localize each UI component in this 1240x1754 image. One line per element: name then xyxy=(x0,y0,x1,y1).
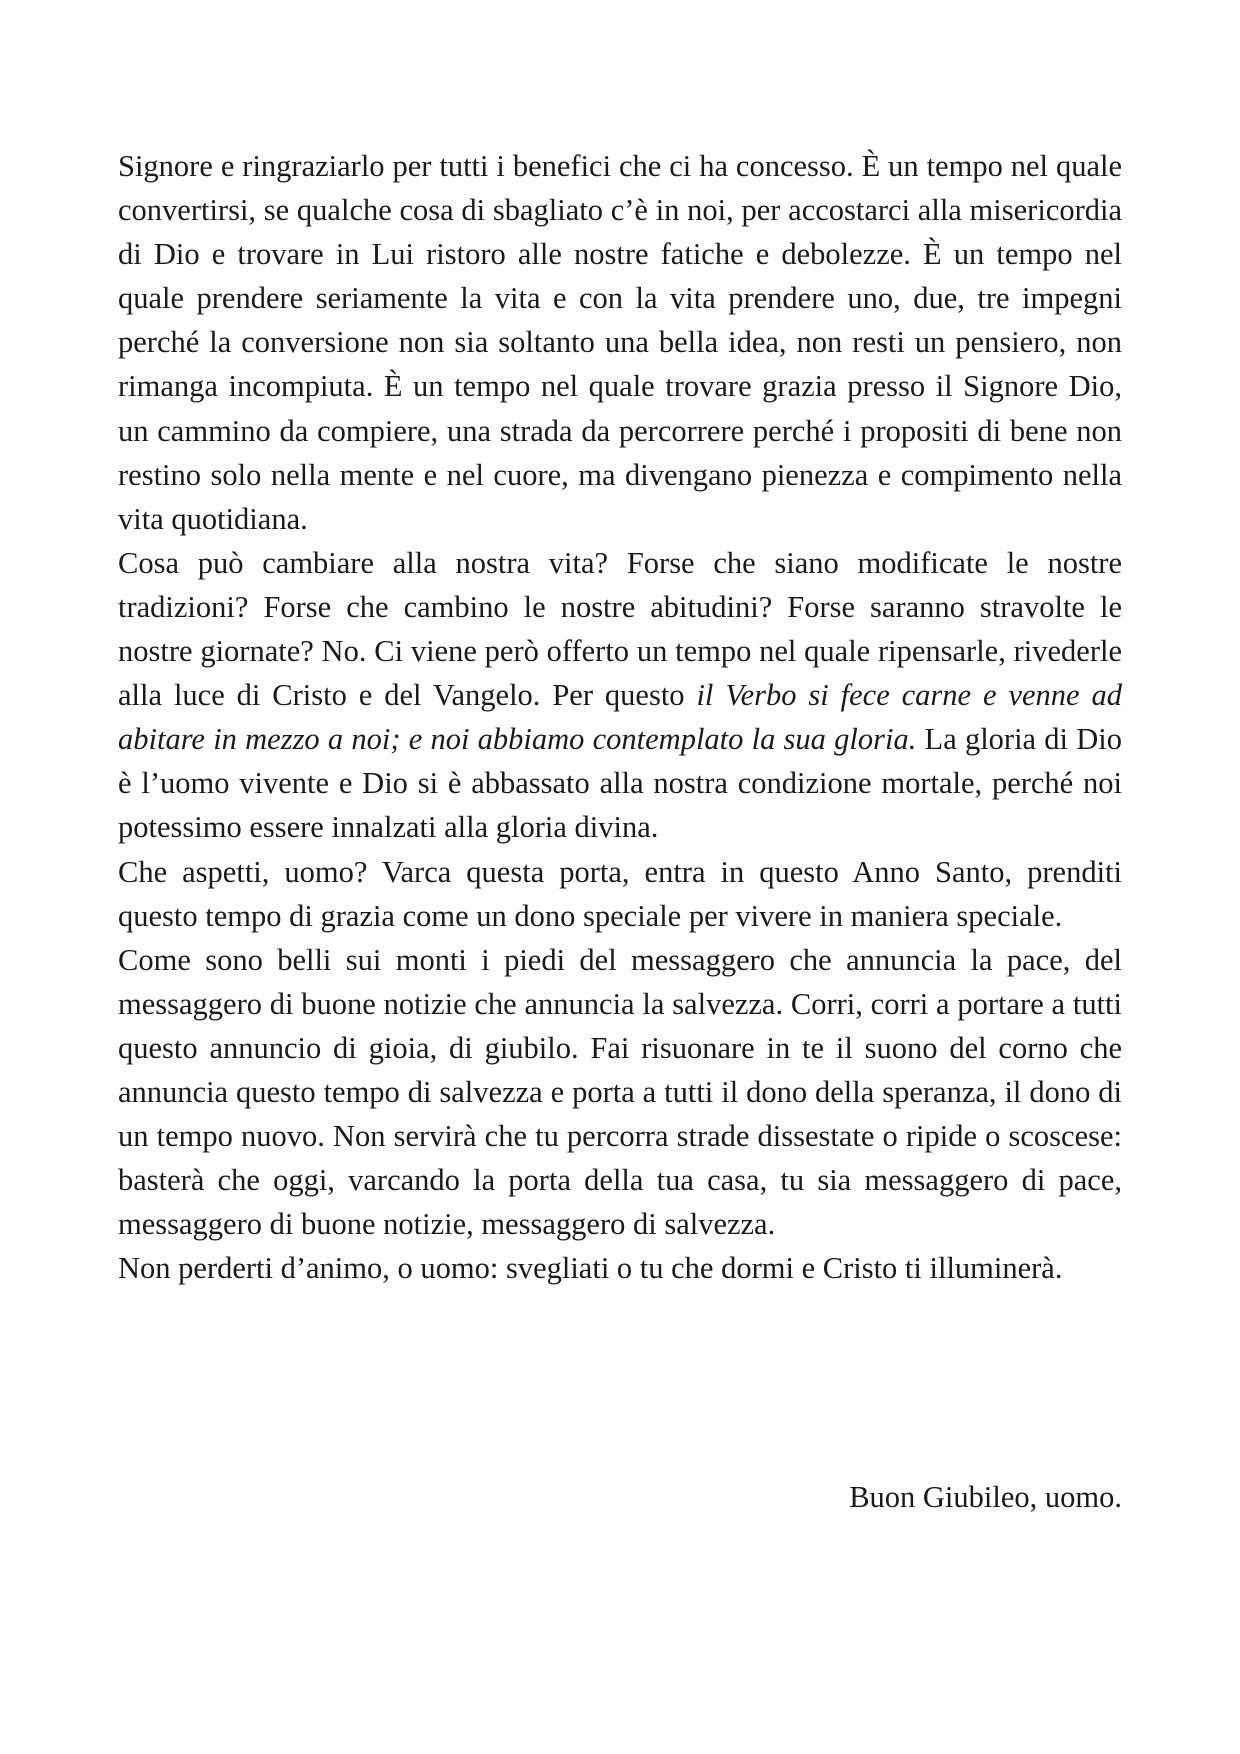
paragraph-4: Come sono belli sui monti i piedi del messaggero che annuncia la pace, del messaggero di buone notizie che annuncia la salvezza. Corri, corri a portare a tutti questo annuncio di gioia, di giubilo. Fai risuonare in te il suono del corno che annuncia questo tempo di salvezza e porta a tutti il dono della speranza, il dono di un tempo nuovo. Non servirà che tu percorra strade dissestate o ripide o scoscese: basterà che oggi, varcando la porta della tua casa, tu sia messaggero di pace, messaggero di buone notizie, messaggero di salvezza. xyxy=(118,942,1122,1242)
paragraph-5: Non perderti d’animo, o uomo: svegliati o tu che dormi e Cristo ti illuminerà. xyxy=(118,1251,1063,1286)
paragraph-2-italic-quote: il Verbo si fece carne e venne ad abitare in mezzo a noi; e noi abbiamo contemplato la sua gloria. xyxy=(118,678,1122,757)
paragraph-3: Che aspetti, uomo? Varca questa porta, entra in questo Anno Santo, prenditi questo tempo di grazia come un dono speciale per vivere in maniera speciale. xyxy=(118,854,1122,933)
body-text xyxy=(118,144,1122,1290)
paragraph-2-text-before: Cosa può cambiare alla nostra vita? Forse che siano modificate le nostre tradizioni? Forse che cambino le nostre abitudini? Forse saranno stravolte le nostre giornate? No. Ci viene però offerto un tempo nel quale ripensarle, rivederle alla luce di Cristo e del Vangelo. Per questo xyxy=(118,545,1122,713)
signoff: Buon Giubileo, uomo. xyxy=(849,1480,1122,1514)
paragraph-2 xyxy=(118,541,1122,850)
paragraph-2-text-after: La gloria di Dio è l’uomo vivente e Dio si è abbassato alla nostra condizione mortale, perché noi potessimo essere innalzati alla gloria divina. xyxy=(118,722,1122,845)
paragraph-1: Signore e ringraziarlo per tutti i benefici che ci ha concesso. È un tempo nel quale convertirsi, se qualche cosa di sbagliato c’è in noi, per accostarci alla misericordia di Dio e trovare in Lui ristoro alle nostre fatiche e debolezze. È un tempo nel quale prendere seriamente la vita e con la vita prendere uno, due, tre impegni perché la conversione non sia soltanto una bella idea, non resti un pensiero, non rimanga incompiuta. È un tempo nel quale trovare grazia presso il Signore Dio, un cammino da compiere, una strada da percorrere perché i propositi di bene non restino solo nella mente e nel cuore, ma divengano pienezza e compimento nella vita quotidiana. xyxy=(118,149,1122,536)
